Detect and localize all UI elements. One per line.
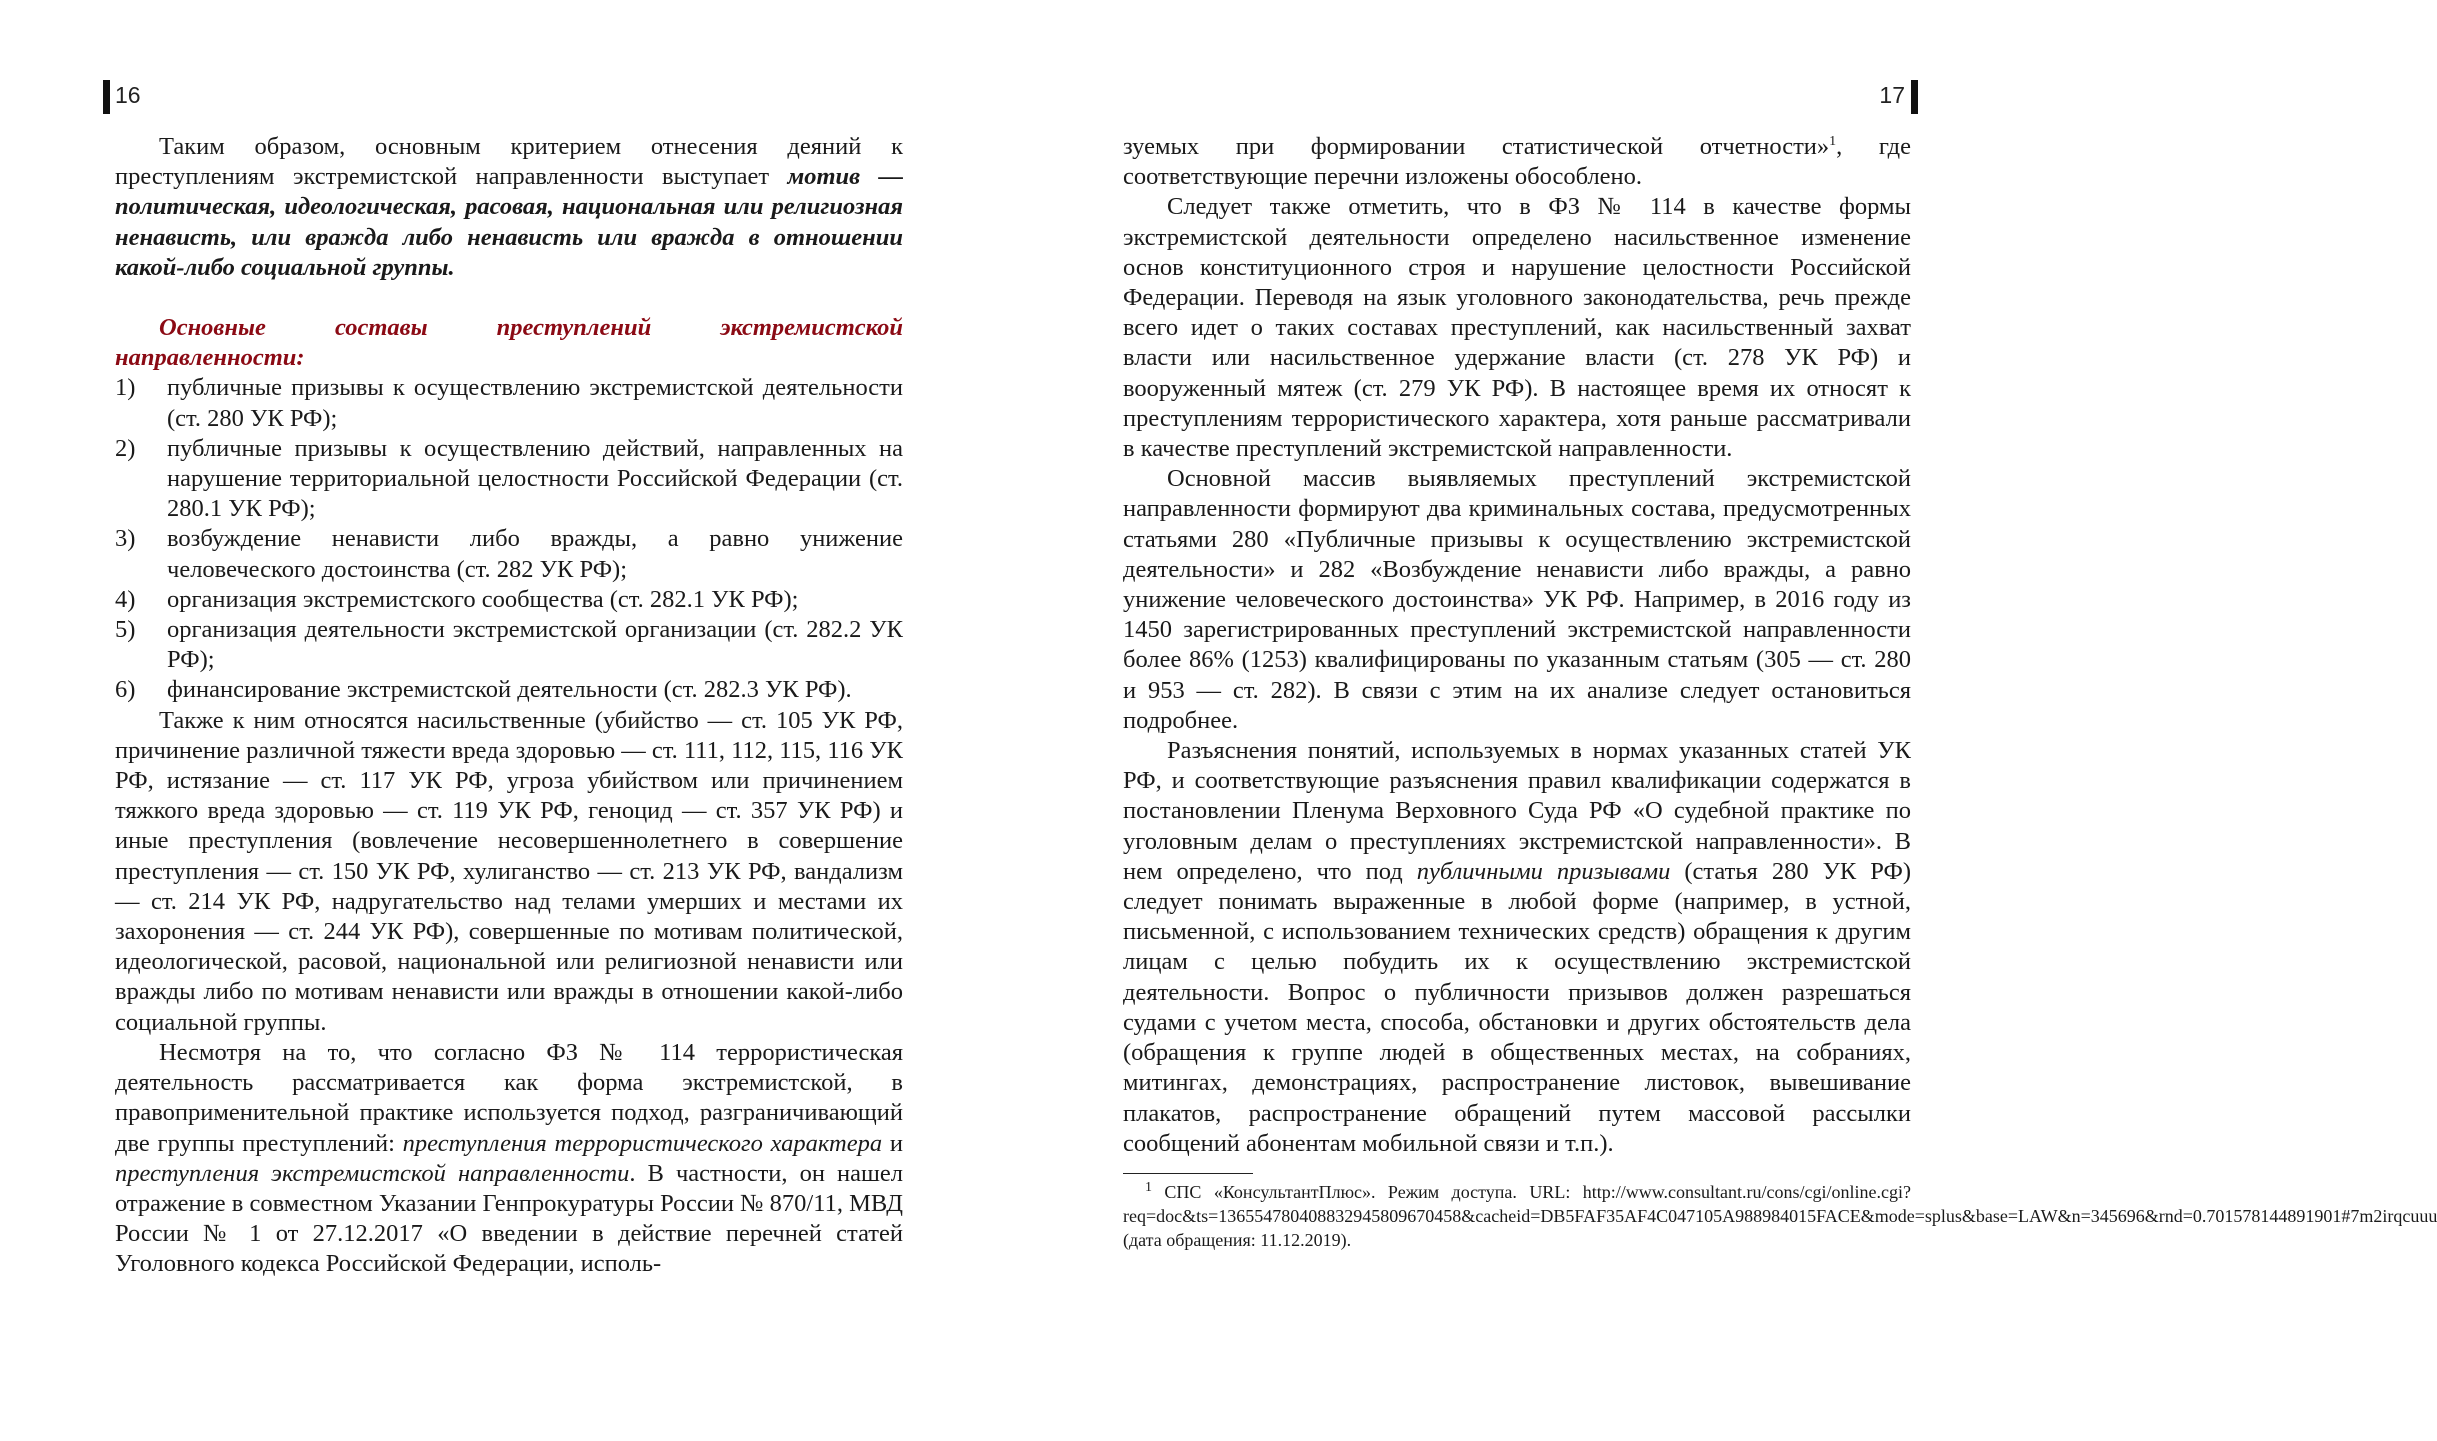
section-heading: Основные составы преступлений экстремистской направленности:	[115, 314, 903, 372]
list-item: 3) возбуждение ненависти либо вражды, а равно унижение человеческого достоинства (ст. 282 УК РФ);	[115, 525, 903, 583]
paragraph-despite: Несмотря на то, что согласно ФЗ № 114 террористическая деятельность рассматривается как форма экстремистской, в правоприменительной практике используется подход, разграничивающий две группы преступлений: преступления террористического характера и преступления экстремистской направленности. В частности, он нашел отражение в совместном Указании Генпрокуратуры России № 870/11, МВД России № 1 от 27.12.2017 «О введении в действие перечней статей Уголовного кодекса Российской Федерации, исполь-	[115, 1038, 903, 1278]
paragraph-note: Следует также отметить, что в ФЗ № 114 в качестве формы экстремистской деятельности определено насильственное изменение основ конституционного строя и нарушение целостности Российской Федерации. Переводя на язык уголовного законодательства, речь прежде всего идет о таких составах преступлений, как насильственный захват власти или насильственное удержание власти (ст. 278 УК РФ) и вооруженный мятеж (ст. 279 УК РФ). В настоящее время их относят к преступлениям террористического характера, хотя раньше рассматривали в качестве преступлений экстремистской направленности.	[1123, 193, 1911, 463]
page-number: 17	[1879, 82, 1905, 108]
left-page	[0, 0, 1000, 1441]
list-item: 4) организация экстремистского сообщества (ст. 282.1 УК РФ);	[115, 585, 799, 613]
page-marker-bar	[1911, 80, 1918, 114]
paragraph-main: Основной массив выявляемых преступлений экстремистской направленности формируют два криминальных состава, предусмотренных статьями 280 «Публичные призывы к осуществлению экстремистской деятельности» и 282 «Возбуждение ненависти либо вражды, а равно унижение человеческого достоинства» УК РФ. Например, в 2016 году из 1450 зарегистрированных преступлений экстремистской направленности более 86% (1253) квалифицированы по указанным статьям (305 — ст. 280 и 953 — ст. 282). В связи с этим на их анализе следует остановиться подробнее.	[1123, 465, 1911, 734]
motive-emphasis: мотив — политическая, идеологическая, расовая, национальная или религиозная ненависть, или вражда либо ненависть или вражда в отношении какой-либо социальной группы.	[115, 163, 903, 281]
page-number: 16	[115, 82, 141, 108]
offense-list	[115, 373, 903, 705]
right-page	[1000, 0, 2437, 1441]
left-text-column	[115, 132, 903, 1280]
list-item: 6) финансирование экстремистской деятельности (ст. 282.3 УК РФ).	[115, 676, 852, 704]
list-item: 5) организация деятельности экстремистской организации (ст. 282.2 УК РФ);	[115, 616, 903, 674]
footnote-separator	[1123, 1173, 1253, 1174]
footnote: $^1$ СПС «КонсультантПлюс». Режим доступа. URL: http://www.consultant.ru/cons/cgi/online.cgi?req=doc&ts=136554780408832945809670458&cacheid=DB5FAF35AF4C047105A988984015FACE&mode=splus&base=LAW&n=345696&rnd=0.701578144891901#7m2irqcuuu (дата обращения: 11.12.2019).	[1123, 1179, 2437, 1250]
paragraph-intro: Таким образом, основным критерием отнесения деяний к преступлениям экстремистской направленности выступает мотив — политическая, идеологическая, расовая, национальная или религиозная ненависть, или вражда либо ненависть или вражда в отношении какой-либо социальной группы.	[115, 133, 903, 281]
paragraph-also: Также к ним относятся насильственные (убийство — ст. 105 УК РФ, причинение различной тяжести вреда здоровью — ст. 111, 112, 115, 116 УК РФ, истязание — ст. 117 УК РФ, угроза убийством или причинением тяжкого вреда здоровью — ст. 119 УК РФ, геноцид — ст. 357 УК РФ) и иные преступления (вовлечение несовершеннолетнего в совершение преступления — ст. 150 УК РФ, хулиганство — ст. 213 УК РФ, вандализм — ст. 214 УК РФ, надругательство над телами умерших и местами их захоронения — ст. 244 УК РФ), совершенные по мотивам политической, идеологической, расовой, национальной или религиозной ненависти или вражды либо по мотивам ненависти или вражды в отношении какой-либо социальной группы.	[115, 706, 903, 1036]
paragraph-explanation: Разъяснения понятий, используемых в нормах указанных статей УК РФ, и соответствующие разъяснения правил квалификации содержатся в постановлении Пленума Верховного Суда РФ «О судебной практике по уголовным делам о преступлениях экстремистской направленности». В нем определено, что под публичными призывами (статья 280 УК РФ) следует понимать выраженные в любой форме (например, в устной, письменной, с использованием технических средств) обращения к другим лицам с целью побудить их к осуществлению экстремистской деятельности. Вопрос о публичности призывов должен разрешаться судами с учетом места, способа, обстановки и других обстоятельств дела (обращения к группе людей в общественных местах, на собраниях, митингах, демонстрациях, распространение листовок, вывешивание плакатов, распространение обращений путем массовой рассылки сообщений абонентам мобильной связи и т.п.).	[1123, 737, 1912, 1157]
page-marker-bar	[103, 80, 110, 114]
list-item: 1) публичные призывы к осуществлению экстремистской деятельности (ст. 280 УК РФ);	[115, 374, 903, 432]
footnote-ref: 1	[1829, 133, 1837, 149]
right-text-column	[1123, 132, 2437, 1252]
paragraph-continued: зуемых при формировании статистической отчетности»$^1$, где соответствующие перечни изложены обособлено.	[1123, 133, 1912, 191]
list-item: 2) публичные призывы к осуществлению действий, направленных на нарушение территориальной целостности Российской Федерации (ст. 280.1 УК РФ);	[115, 434, 903, 523]
